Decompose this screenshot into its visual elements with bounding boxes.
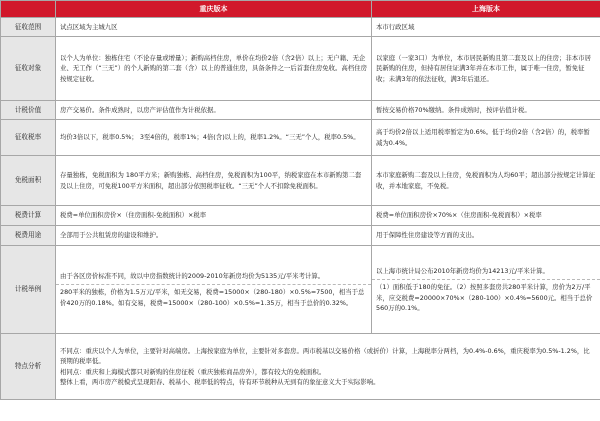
analysis-summary: 整体上看，两市房产税模式呈现阳春、税基小、税率低的特点，待有环节税种从无到有的象征意义大于实际影响。 bbox=[60, 377, 380, 386]
chongqing-cell: 试点区域为主城九区 bbox=[56, 18, 372, 37]
table-row bbox=[1, 206, 600, 226]
shanghai-cell bbox=[372, 246, 600, 334]
shanghai-cell: 用于保障性住房建设等方面的支出。 bbox=[372, 226, 600, 246]
header-chongqing: 重庆版本 bbox=[56, 1, 372, 18]
row-label: 征收范围 bbox=[1, 18, 56, 37]
row-label: 税费计算 bbox=[1, 206, 56, 226]
shanghai-example-intro: 以上海市统计局公布2010年新房均价为14213元/平米计算。 bbox=[376, 266, 549, 275]
table-row bbox=[1, 156, 600, 206]
shanghai-cell: 以家庭（一家3口）为单位，本市居民新购且第二套及以上的住房；非本市居民新购的住房，但持有居住证满3年并在本市工作，属于唯一住房，暂免征收；未满3年的依法征收，满3年后退还。 bbox=[372, 37, 600, 101]
chongqing-cell: 全部用于公共租赁房的建设和维护。 bbox=[56, 226, 372, 246]
analysis-differences: 不同点：重庆以个人为单位，主要针对高端房。上海按家庭为单位，主要针对多套房。两市税基以交易价格（或折价）计算，上海税率分两档，为0.4%-0.6%，重庆税率为0.5%-1.2%，比预期的税率低。 bbox=[60, 346, 590, 366]
chongqing-cell: 税费=单位面积房价×（住房面积-免税面积）×税率 bbox=[56, 206, 372, 226]
shanghai-cell: 暂按交易价格70%缴纳。条件成熟时，按评估值计税。 bbox=[372, 101, 600, 120]
row-label: 征收对象 bbox=[1, 37, 56, 101]
shanghai-cell: 本市家庭新购二套及以上住房，免税面积为人均60平；超出部分按规定计算征收，并本地家庭，不免税。 bbox=[372, 156, 600, 206]
chongqing-cell bbox=[56, 246, 372, 334]
row-label: 免税面积 bbox=[1, 156, 56, 206]
row-label: 计税举例 bbox=[1, 246, 56, 334]
shanghai-cell: 税费=单位面积房价×70%×（住房面积-免税面积）×税率 bbox=[372, 206, 600, 226]
row-label: 征收税率 bbox=[1, 120, 56, 156]
row-label: 特点分析 bbox=[1, 334, 56, 400]
table-row bbox=[1, 334, 600, 400]
chongqing-cell: 以个人为单位：独栋住宅（不论存量或增量）；新购高档住房，单价在均价2倍（含2倍）以上；无户籍、无企业、无工作（“三无”）的个人新购的第二套（含）以上的普通住房，具备条件之一后首套住房免收。高档住房按规定征收。 bbox=[56, 37, 372, 101]
table-row bbox=[1, 37, 600, 101]
analysis-similarities: 相同点：重庆和上海模式都只对新购的住房征税（重庆独栋商品房外），都有较大的免税面积。 bbox=[60, 367, 326, 376]
shanghai-cell: 高于均价2倍以上适用税率暂定为0.6%。低于均价2倍（含2倍）的，税率暂减为0.4%。 bbox=[372, 120, 600, 156]
shanghai-cell: 本市行政区域 bbox=[372, 18, 600, 37]
table-row bbox=[1, 120, 600, 156]
chongqing-cell: 房产交易价。条件成熟时，以房产评估值作为计税依据。 bbox=[56, 101, 372, 120]
header-blank-cell bbox=[1, 1, 56, 18]
header-shanghai: 上海版本 bbox=[372, 1, 600, 18]
table-row bbox=[1, 246, 600, 334]
chongqing-example-intro: 由于各区房价标准不同，故以中房指数统计的2009-2010年新房均价为5135元/平米考计算。 bbox=[60, 272, 325, 281]
table-row bbox=[1, 226, 600, 246]
analysis-cell bbox=[56, 334, 600, 400]
table-row bbox=[1, 101, 600, 120]
table-row bbox=[1, 18, 600, 37]
shanghai-example-calc: （1）面积低于180的免征。（2）按照多套房共280平米计算，房价为2万/平米，应交税费=20000×70%×（280-100）×0.4%=5600元。相当于总价560万的0.1%。 bbox=[372, 279, 600, 313]
row-label: 税费用途 bbox=[1, 226, 56, 246]
chongqing-cell: 存量独栋，免税面积为 180平方米；新购独栋、高档住房，免税面积为100平，纳税家庭在本市新购第二套及以上住房，可免税100平方米面积，超出部分依照税率征收。“三无”个人不扣除免税面积。 bbox=[56, 156, 372, 206]
row-label: 计税价值 bbox=[1, 101, 56, 120]
chongqing-cell: 均价3倍以下，税率0.5%； 3至4倍的，税率1%；4倍(含)以上的，税率1.2%。“三无”个人，税率0.5%。 bbox=[56, 120, 372, 156]
chongqing-example-calc: 280平米的独栋，价格为1.5万元/平米，如无交易，税费=15000×（280-180）×0.5%=7500，相当于总价420万的0.18%。如有交易，税费=15000×（280-100）×0.5%=1.35万，相当于总价的0.32%。 bbox=[56, 284, 371, 308]
table-header-row bbox=[1, 1, 600, 18]
